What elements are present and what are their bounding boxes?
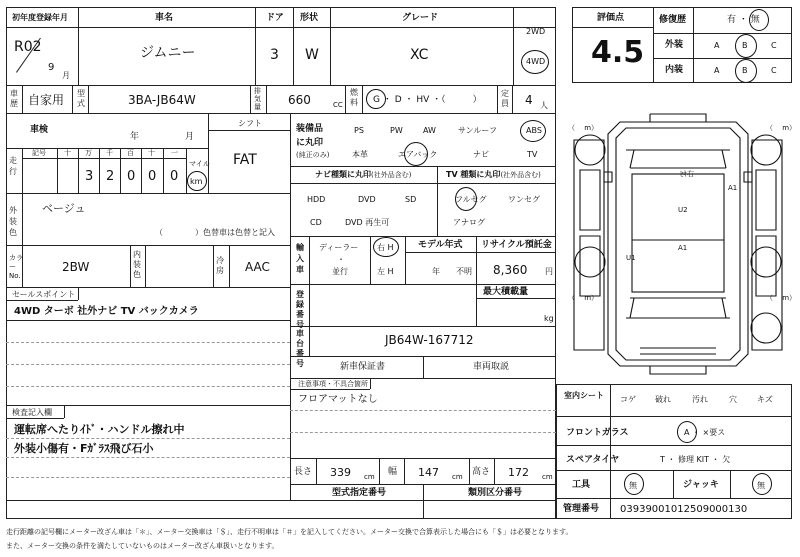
int-c: C bbox=[771, 66, 777, 75]
type-cert-label: 型式指定番号 bbox=[332, 488, 387, 498]
import-parallel: 並行 bbox=[332, 267, 348, 276]
height: 172 bbox=[508, 466, 529, 479]
cabin-item: コゲ bbox=[620, 395, 636, 404]
vehicle-name: ジムニー bbox=[140, 45, 196, 61]
width: 147 bbox=[418, 466, 439, 479]
nav-hdd: HDD bbox=[307, 195, 326, 204]
repair-value: 有 ・ 無 bbox=[727, 15, 760, 25]
color-code: 2BW bbox=[62, 260, 90, 274]
import-label: 輸入車 bbox=[296, 243, 304, 274]
import-right: 右 H bbox=[377, 243, 394, 252]
model-label: 型式 bbox=[77, 89, 85, 108]
odo-h4: 百 bbox=[127, 149, 134, 157]
yen-unit: 円 bbox=[545, 267, 553, 276]
sales-text: 4WD ターボ 社外ナビ TV バックカメラ bbox=[14, 306, 199, 317]
model: 3BA-JB64W bbox=[128, 93, 196, 107]
max-load-label: 最大積載量 bbox=[483, 287, 529, 297]
odo-h5: 十 bbox=[148, 149, 155, 157]
damage-code: A1 bbox=[728, 184, 738, 192]
equipment-label: 装備品に丸印 bbox=[296, 124, 324, 148]
windshield-a-circle bbox=[677, 421, 697, 443]
mgmt-label: 管理番号 bbox=[563, 504, 600, 514]
check-line2: 外装小傷有・Fｶﾞﾗｽ飛び石小 bbox=[14, 442, 154, 455]
history-label: 車歴 bbox=[10, 89, 18, 108]
abs-circle bbox=[520, 120, 546, 142]
equip-navi: ナビ bbox=[473, 150, 489, 159]
tv-oneseg: ワンセグ bbox=[508, 195, 540, 204]
nav-sd: SD bbox=[405, 195, 417, 204]
int-b-circle bbox=[735, 59, 757, 83]
footer-line1: 走行距離の記号欄にメーター改ざん車は「＊」、メーター交換車は「＄」、走行不明車は「＃」を記入してください。メーター交換で合算表示した場合にも「＄」は必要となります。 bbox=[6, 528, 573, 536]
damage-code: A1 bbox=[678, 244, 688, 252]
svg-text:（ m）: （ m） bbox=[766, 124, 796, 132]
equipment-sub: (純正のみ) bbox=[296, 151, 330, 159]
odo-h6: 一 bbox=[171, 149, 178, 157]
windshield-value: A ・ ×要ス bbox=[684, 428, 726, 437]
shift: FAT bbox=[233, 152, 257, 168]
cabin-item: 汚れ bbox=[692, 395, 708, 404]
fuel-g-circle bbox=[366, 89, 386, 109]
grade: XC bbox=[410, 47, 429, 63]
chassis-number: JB64W-167712 bbox=[385, 333, 474, 347]
nav-dvd-play: DVD 再生可 bbox=[345, 218, 390, 227]
cc-unit: CC bbox=[333, 101, 343, 109]
equip-sunroof: サンルーフ bbox=[458, 126, 497, 135]
km-label: km bbox=[190, 177, 203, 186]
odo-h1: 十 bbox=[64, 149, 71, 157]
car-diagram bbox=[560, 110, 796, 378]
height-label: 高さ bbox=[472, 467, 491, 477]
ac-label: 冷房 bbox=[216, 256, 224, 275]
ext-c: C bbox=[771, 41, 777, 50]
door-label: ドア bbox=[266, 13, 284, 23]
month-unit: 月 bbox=[62, 71, 70, 80]
equip-tv: TV bbox=[527, 150, 538, 159]
equip-abs: ABS bbox=[526, 126, 542, 135]
score-value: 4.5 bbox=[591, 35, 645, 70]
displacement: 660 bbox=[288, 93, 311, 107]
tools-none-circle bbox=[624, 473, 644, 495]
equip-airbag: エアバック bbox=[398, 150, 438, 159]
ext-b: B bbox=[742, 41, 748, 50]
height-unit: cm bbox=[542, 473, 553, 481]
tools-value: 無 bbox=[629, 481, 637, 490]
nav-label: ナビ種類に丸印(社外品含む) bbox=[315, 170, 412, 179]
ext-a: A bbox=[714, 41, 720, 50]
inspection-label: 車検 bbox=[30, 125, 49, 135]
tv-analog: アナログ bbox=[453, 218, 485, 227]
repair-label: 修復歴 bbox=[659, 15, 687, 25]
svg-text:（ m）: （ m） bbox=[568, 294, 599, 302]
chassis-label: 車台番号 bbox=[296, 329, 304, 368]
model-year-unknown: 不明 bbox=[456, 267, 472, 276]
length: 339 bbox=[330, 466, 351, 479]
cabin-item: キズ bbox=[757, 395, 773, 404]
drive-2wd: 2WD bbox=[526, 27, 546, 36]
jack-none-circle bbox=[752, 473, 772, 495]
first-reg-era: R02 bbox=[14, 39, 42, 55]
nav-dvd: DVD bbox=[358, 195, 376, 204]
name-label: 車名 bbox=[155, 13, 174, 23]
ext-b-circle bbox=[735, 34, 757, 58]
windshield-label: フロントガラス bbox=[566, 428, 629, 438]
airbag-circle bbox=[404, 142, 428, 166]
recycle: 8,360 bbox=[493, 263, 528, 277]
tv-label: TV 種類に丸印(社外品含む) bbox=[446, 170, 541, 179]
displacement-label: 排気量 bbox=[254, 87, 261, 111]
drive-4wd-circle bbox=[521, 50, 549, 74]
shift-label: シフト bbox=[238, 119, 262, 128]
right-h-circle bbox=[373, 237, 399, 257]
equip-pw: PW bbox=[390, 126, 403, 135]
cabin-item: 破れ bbox=[655, 395, 671, 404]
odo-label: 走行 bbox=[9, 156, 17, 176]
import-left: 左 H bbox=[377, 267, 394, 276]
check-line1: 運転席へたりｲﾄﾞ・ハンドル擦れ中 bbox=[14, 423, 185, 436]
grade-label: グレード bbox=[402, 13, 439, 23]
odo-digit: 0 bbox=[127, 169, 136, 184]
shape-label: 形状 bbox=[300, 13, 319, 23]
inspection-year: 年 bbox=[130, 132, 140, 142]
class-label: 類別区分番号 bbox=[468, 488, 523, 498]
odo-digit: 2 bbox=[106, 169, 115, 184]
inspection-month: 月 bbox=[185, 132, 195, 142]
tools-label: 工具 bbox=[572, 480, 591, 490]
spare-value: T ・ 修理 KIT ・ 欠 bbox=[660, 455, 731, 464]
svg-text:（ m）: （ m） bbox=[568, 124, 599, 132]
equip-aw: AW bbox=[423, 126, 436, 135]
color-note: （ ）色替車は色替と記入 bbox=[155, 228, 275, 237]
length-label: 長さ bbox=[294, 467, 313, 477]
model-year-unit: 年 bbox=[432, 267, 440, 276]
history: 自家用 bbox=[28, 93, 65, 107]
km-circle bbox=[187, 171, 207, 191]
odo-digit: 3 bbox=[85, 169, 94, 184]
manual-label: 車両取説 bbox=[473, 362, 510, 372]
length-unit: cm bbox=[364, 473, 375, 481]
damage-code: ﾋｷ右 bbox=[680, 170, 694, 178]
odo-digit: 0 bbox=[148, 169, 157, 184]
interior-color-label: 内装色 bbox=[133, 250, 141, 279]
ac: AAC bbox=[245, 260, 270, 274]
spare-label: スペアタイヤ bbox=[566, 455, 620, 465]
odo-h3: 千 bbox=[106, 149, 113, 157]
nav-cd: CD bbox=[310, 218, 322, 227]
jack-label: ジャッキ bbox=[683, 480, 719, 490]
repair-none-circle bbox=[749, 9, 769, 31]
fullseg-circle bbox=[455, 187, 477, 211]
mgmt-value: 03939001012509000130 bbox=[620, 504, 748, 515]
registration-label: 登録番号 bbox=[296, 290, 304, 329]
exterior-label: 外装 bbox=[665, 40, 684, 50]
width-label: 幅 bbox=[388, 467, 398, 477]
interior-label: 内装 bbox=[665, 65, 684, 75]
import-dot: ・ bbox=[337, 255, 345, 264]
capacity-unit: 人 bbox=[540, 101, 548, 110]
first-reg-month: 9 bbox=[48, 62, 55, 73]
odo-h2: 万 bbox=[85, 149, 92, 157]
kg-unit: kg bbox=[544, 314, 554, 323]
door-count: 3 bbox=[270, 47, 279, 63]
sales-label: セールスポイント bbox=[12, 290, 76, 299]
score-label: 評価点 bbox=[597, 13, 625, 23]
notice-text: フロアマットなし bbox=[298, 394, 378, 405]
width-unit: cm bbox=[452, 473, 463, 481]
color-label: 外装色 bbox=[9, 206, 17, 237]
recycle-label: リサイクル預託金 bbox=[481, 240, 552, 250]
damage-code: U2 bbox=[678, 206, 688, 214]
footer-line2: また、メーター交換の条件を満たしていないものはメーター改ざん車扱いとなります。 bbox=[6, 542, 279, 550]
fuel-label: 燃料 bbox=[350, 88, 358, 107]
svg-text:（ m）: （ m） bbox=[766, 294, 796, 302]
fuel-options: G ・ D ・ HV ・（ ） bbox=[373, 95, 482, 105]
cabin-item: 穴 bbox=[729, 395, 737, 404]
color-code-label: カラーNo. bbox=[9, 254, 23, 280]
equip-ps: PS bbox=[354, 126, 364, 135]
equip-leather: 本革 bbox=[352, 150, 368, 159]
warranty-label: 新車保証書 bbox=[340, 362, 386, 372]
shape: W bbox=[305, 47, 319, 63]
cabin-label: 室内シート bbox=[564, 391, 604, 400]
int-b: B bbox=[742, 66, 748, 75]
capacity: 4 bbox=[525, 93, 533, 107]
model-year-label: モデル年式 bbox=[418, 240, 463, 250]
jack-value: 無 bbox=[757, 481, 765, 490]
mile-label: マイル bbox=[189, 160, 210, 168]
int-a: A bbox=[714, 66, 720, 75]
odo-h0: 記号 bbox=[32, 149, 46, 157]
capacity-label: 定員 bbox=[501, 89, 509, 108]
notice-label: 注意事項・不具合箇所 bbox=[298, 380, 368, 388]
first-reg-label: 初年度登録年月 bbox=[12, 13, 68, 22]
tv-fullseg: フルセグ bbox=[455, 195, 487, 204]
color-value: ベージュ bbox=[42, 202, 86, 215]
drive-4wd: 4WD bbox=[526, 57, 546, 66]
import-dealer: ディーラー bbox=[319, 243, 359, 252]
check-label: 検査記入欄 bbox=[12, 408, 52, 417]
odo-digit: 0 bbox=[170, 169, 179, 184]
damage-code: U1 bbox=[626, 254, 636, 262]
